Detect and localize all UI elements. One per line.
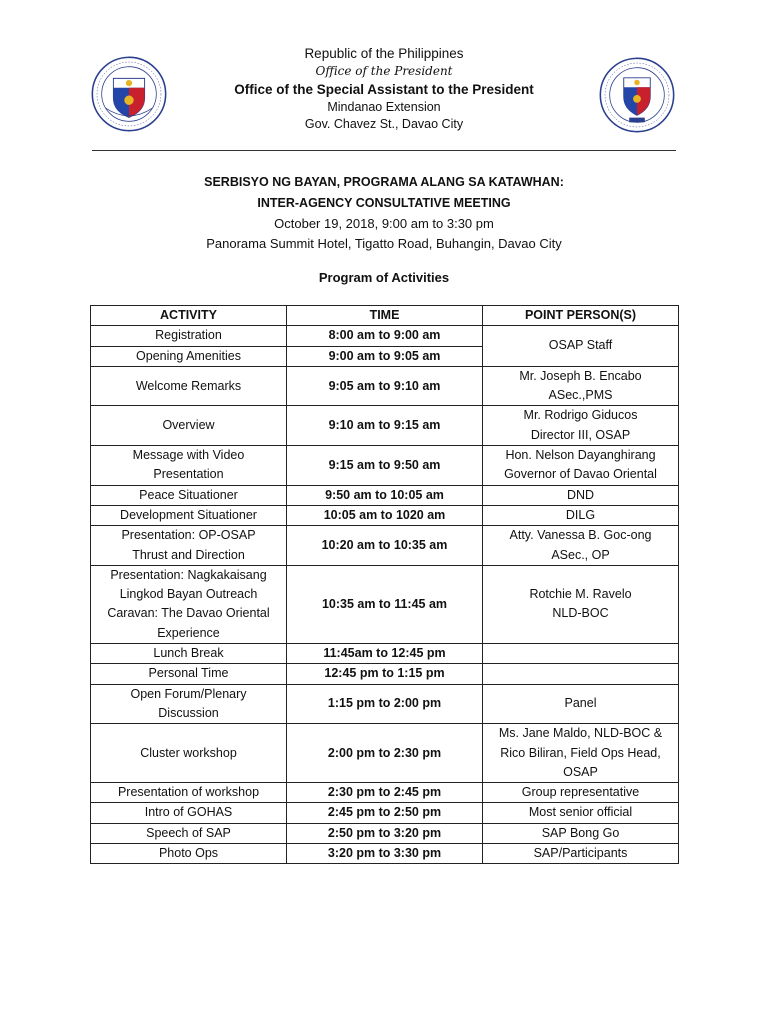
activity-cell: Presentation of workshop bbox=[91, 783, 287, 803]
activity-cell: Development Situationer bbox=[91, 505, 287, 525]
activity-cell: Message with Video Presentation bbox=[91, 446, 287, 486]
activity-cell: Lunch Break bbox=[91, 644, 287, 664]
time-cell: 9:50 am to 10:05 am bbox=[287, 485, 483, 505]
point-person-cell: Hon. Nelson Dayanghirang Governor of Davao Oriental bbox=[483, 446, 679, 486]
extension-line: Mindanao Extension bbox=[327, 100, 441, 114]
point-person-cell: Ms. Jane Maldo, NLD-BOC & Rico Biliran, Field Ops Head, OSAP bbox=[483, 724, 679, 783]
activity-cell: Peace Situationer bbox=[91, 485, 287, 505]
table-row bbox=[91, 526, 679, 566]
point-person-cell: Mr. Joseph B. Encabo ASec.,PMS bbox=[483, 366, 679, 406]
table-header-row bbox=[91, 306, 679, 326]
table-row bbox=[91, 783, 679, 803]
program-table bbox=[90, 305, 679, 864]
activity-cell: Speech of SAP bbox=[91, 823, 287, 843]
activity-cell: Intro of GOHAS bbox=[91, 803, 287, 823]
point-person-cell bbox=[483, 664, 679, 684]
event-date: October 19, 2018, 9:00 am to 3:30 pm bbox=[274, 216, 494, 231]
event-venue: Panorama Summit Hotel, Tigatto Road, Buhangin, Davao City bbox=[206, 236, 562, 251]
activity-cell: Photo Ops bbox=[91, 844, 287, 864]
event-title-block bbox=[0, 172, 768, 254]
point-person-cell: DILG bbox=[483, 505, 679, 525]
activity-cell: Personal Time bbox=[91, 664, 287, 684]
table-row bbox=[91, 684, 679, 724]
point-person-cell: DND bbox=[483, 485, 679, 505]
time-cell: 2:00 pm to 2:30 pm bbox=[287, 724, 483, 783]
table-row bbox=[91, 505, 679, 525]
office-of-president-line: Office of the President bbox=[315, 64, 453, 78]
table-row bbox=[91, 844, 679, 864]
activity-cell: Presentation: OP-OSAP Thrust and Direction bbox=[91, 526, 287, 566]
activity-cell: Welcome Remarks bbox=[91, 366, 287, 406]
time-cell: 8:00 am to 9:00 am bbox=[287, 326, 483, 346]
activity-cell: Overview bbox=[91, 406, 287, 446]
activity-cell: Registration bbox=[91, 326, 287, 346]
time-cell: 12:45 pm to 1:15 pm bbox=[287, 664, 483, 684]
event-title: SERBISYO NG BAYAN, PROGRAMA ALANG SA KATAWHAN: bbox=[204, 175, 564, 189]
point-person-cell: Atty. Vanessa B. Goc-ong ASec., OP bbox=[483, 526, 679, 566]
time-cell: 9:00 am to 9:05 am bbox=[287, 346, 483, 366]
time-cell: 10:05 am to 1020 am bbox=[287, 505, 483, 525]
point-person-cell: Panel bbox=[483, 684, 679, 724]
time-cell: 2:30 pm to 2:45 pm bbox=[287, 783, 483, 803]
program-table-body bbox=[91, 326, 679, 864]
table-row bbox=[91, 823, 679, 843]
table-row bbox=[91, 724, 679, 783]
table-row bbox=[91, 406, 679, 446]
table-row bbox=[91, 446, 679, 486]
point-person-cell: Group representative bbox=[483, 783, 679, 803]
table-row bbox=[91, 366, 679, 406]
table-row bbox=[91, 485, 679, 505]
time-cell: 3:20 pm to 3:30 pm bbox=[287, 844, 483, 864]
column-header-activity: ACTIVITY bbox=[91, 306, 287, 326]
point-person-cell: SAP Bong Go bbox=[483, 823, 679, 843]
time-cell: 2:50 pm to 3:20 pm bbox=[287, 823, 483, 843]
time-cell: 9:15 am to 9:50 am bbox=[287, 446, 483, 486]
point-person-cell: Mr. Rodrigo Giducos Director III, OSAP bbox=[483, 406, 679, 446]
point-person-cell bbox=[483, 644, 679, 664]
time-cell: 1:15 pm to 2:00 pm bbox=[287, 684, 483, 724]
time-cell: 9:10 am to 9:15 am bbox=[287, 406, 483, 446]
table-row bbox=[91, 803, 679, 823]
activity-cell: Presentation: Nagkakaisang Lingkod Bayan Outreach Caravan: The Davao Oriental Experience bbox=[91, 565, 287, 643]
point-person-cell: Most senior official bbox=[483, 803, 679, 823]
office-name: Office of the Special Assistant to the President bbox=[234, 82, 534, 97]
republic-line: Republic of the Philippines bbox=[304, 46, 464, 61]
column-header-point-persons: POINT PERSON(S) bbox=[483, 306, 679, 326]
time-cell: 2:45 pm to 2:50 pm bbox=[287, 803, 483, 823]
activity-cell: Open Forum/Plenary Discussion bbox=[91, 684, 287, 724]
point-person-cell: OSAP Staff bbox=[483, 326, 679, 367]
table-row bbox=[91, 326, 679, 346]
time-cell: 10:35 am to 11:45 am bbox=[287, 565, 483, 643]
table-row bbox=[91, 664, 679, 684]
time-cell: 9:05 am to 9:10 am bbox=[287, 366, 483, 406]
table-row bbox=[91, 644, 679, 664]
header-divider bbox=[92, 150, 676, 151]
time-cell: 11:45am to 12:45 pm bbox=[287, 644, 483, 664]
activity-cell: Opening Amenities bbox=[91, 346, 287, 366]
letterhead bbox=[0, 44, 768, 133]
event-subtitle: INTER-AGENCY CONSULTATIVE MEETING bbox=[257, 196, 511, 210]
table-row bbox=[91, 565, 679, 643]
point-person-cell: Rotchie M. Ravelo NLD-BOC bbox=[483, 565, 679, 643]
activity-cell: Cluster workshop bbox=[91, 724, 287, 783]
column-header-time: TIME bbox=[287, 306, 483, 326]
program-heading: Program of Activities bbox=[318, 270, 450, 285]
time-cell: 10:20 am to 10:35 am bbox=[287, 526, 483, 566]
point-person-cell: SAP/Participants bbox=[483, 844, 679, 864]
address-line: Gov. Chavez St., Davao City bbox=[304, 117, 464, 131]
